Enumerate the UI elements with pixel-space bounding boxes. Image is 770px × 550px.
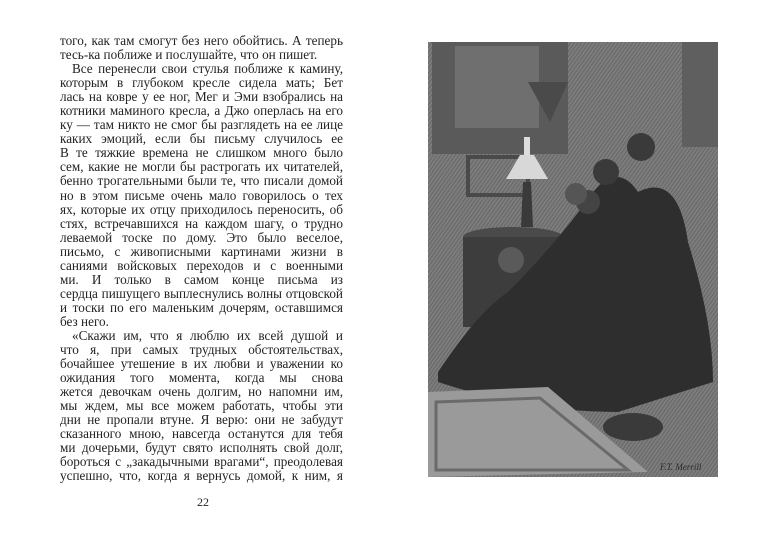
text-line: сказанного мною, навсегда останутся для тебя [60,427,343,442]
text-line: ми дочерьми, будут свято исполнять свой долг, [60,441,343,456]
text-line: ку — там никто не смог бы разглядеть на ее лице [60,118,343,133]
text-line: котники маминого кресла, а Джо оперлась на его [60,104,343,119]
text-line: но в этом письме очень мало говорилось о тех [60,188,343,203]
lamp-base [521,182,533,227]
left-page-text [60,34,343,484]
text-line: каких эмоций, если бы письму случилось ее [60,132,343,147]
text-line: письмо, с живописными картинами жизни в [60,244,343,259]
text-line: стях, встречавшихся на каждом шагу, о трудно [60,216,343,231]
text-line: тесь-ка поближе и послушайте, что он пишет. [60,48,318,63]
lamp-chimney [524,137,530,157]
text-line: ожидания того момента, когда мы снова [60,371,343,386]
text-line: мы ждем, мы все можем работать, чтобы эти [60,399,343,414]
text-line: бенно трогательными были те, что писали домой [60,174,343,189]
page-number: 22 [197,495,209,509]
text-line: дни не пропали втуне. Я верю: они не забудут [60,413,343,428]
text-line: успешно, что, когда я вернусь домой, к ним, я [60,469,343,484]
text-line: Все перенесли свои стулья поближе к камину, [72,62,343,77]
artist-signature: F.T. Merrill [660,462,702,472]
text-line: что я, при самых трудных обстоятельствах, [60,343,343,358]
text-line: саниями войсковых переходов и с военными [60,258,343,273]
wall-painting-right [682,42,718,147]
text-line: лась на ковре у ее ног, Мег и Эми взобрались на [60,90,343,105]
text-line: ях, которые их отцу приходилось переносить, об [60,202,343,217]
engraving-illustration [428,42,718,477]
kittens [603,413,663,441]
text-line: того, как там смогут без него обойтись. А теперь [60,34,343,48]
text-line: бороться с „закадычными врагами“, преодолевая [60,455,343,470]
text-line: В те тяжкие времена не слишком много было [60,146,343,161]
figure-head [593,159,619,185]
text-line: бочайшее утешение в их любви и уважении ко [60,357,343,372]
text-line: ми. И только в самом конце письма из [60,272,343,287]
text-line: «Скажи им, что я люблю их всей душой и [72,328,343,343]
text-line: леваемой тоске по дому. Это было веселое, [60,230,343,245]
text-line: сердца пишущего выплеснулись волны отцовской [60,286,343,301]
figure-head [627,133,655,161]
text-line: сем, какие не могли бы растрогать их читателей, [60,160,343,175]
text-line: и тоски по его маленьким дочерям, оставшимся [60,300,343,315]
figure-head [498,247,524,273]
figure-head [565,183,587,205]
text-line: которым в глубоком кресле сидела мать; Бет [60,76,343,91]
wall-painting [455,46,539,128]
text-line: жется девочкам очень долгим, но напомни им, [60,385,343,400]
text-line: без него. [60,314,109,329]
